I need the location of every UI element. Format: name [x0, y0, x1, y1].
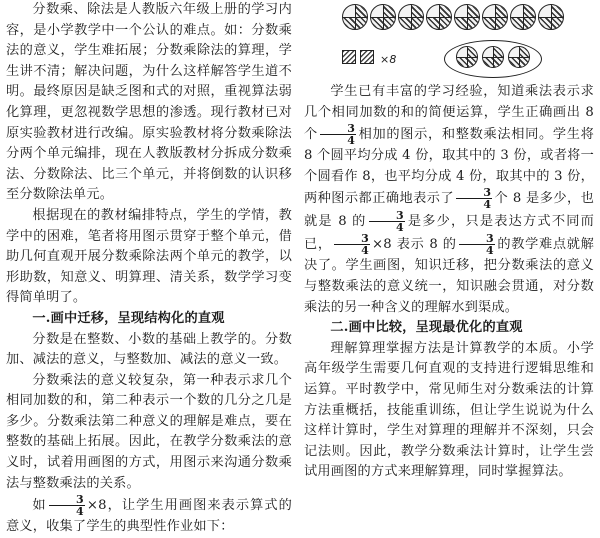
- circle-diagram: [398, 4, 424, 30]
- left-para-1: 分数乘、除法是人教版六年级上册的学习内容，是小学教学中一个公认的难点。如：分数乘法的意义，学生难拓展；分数乘除法的算理，学生讲不清；解决问题，为什么这样解答学生道不明。最终原因是缺乏图和式的对照，重视算法弱化算理，更忽视数学思想的渗透。现行教材已对原实验教材进行改编。原实验教材将分数乘除法分两个单元编排，现在人教版教材分拆成分数乘法、分数除法、比三个单元，并将倒数的认识移至分数除法单元。: [6, 2, 292, 203]
- left-para-3: 分数是在整数、小数的基础上教学的。分数加、减法的意义，与整数加、减法的意义一致。: [6, 331, 292, 368]
- circle-diagram: [508, 46, 530, 68]
- fraction-numerator: 3: [320, 123, 356, 135]
- right-para-1: [304, 82, 594, 318]
- right-para-2: 理解算理掌握方法是计算教学的本质。小学高年级学生需要几何直观的支持进行逻辑思维和运算。平时教学中，常见师生对分数乘法的计算方法重概括，技能重训练，但让学生说说为什么这样计算时，学生对算理的理解并不深刻，只会记法则。因此，教学分数乘法计算时，让学生尝试用画图的方式来理解算理，同时掌握算法。: [304, 340, 594, 480]
- fraction-numerator: 3: [456, 187, 492, 199]
- student-work-figure: [304, 0, 594, 82]
- left-para-2: 根据现在的教材编排特点，学生的学情，教学中的困难，笔者将用图示贯穿于整个单元，借助几何直观开展分数乘除法两个单元的教学，以形助数，知意义、明算理、清关系，数学学习变得简单明了。: [6, 207, 292, 306]
- para1-e: ×8 表示 8 的: [372, 237, 457, 253]
- para1-c: 个 8 是多少，也就是 8 的: [304, 191, 594, 230]
- figure-label: ×8: [380, 53, 397, 66]
- fraction-three-quarters: [456, 187, 492, 210]
- fraction-numerator: 3: [49, 494, 85, 506]
- fraction-denominator: 4: [483, 198, 492, 212]
- para1-d: 是多少，只是表达方式不同而已，: [304, 214, 594, 253]
- fraction-numerator: 3: [334, 233, 370, 245]
- circle-diagram: [342, 4, 368, 30]
- fraction-numerator: 3: [459, 233, 495, 245]
- para1-b: 相加的图示，和整数乘法相同。学生将 8 个圆平均分成 4 份，取其中的 3 份，或者将一个圆看作 8，也平均分成 4 份，取其中的 3 份，两种图示都正确地表示了: [304, 127, 594, 207]
- para5-post: ×8，让学生用画图来表示算式的意义，收集了学生的典型性作业如下：: [6, 498, 292, 535]
- circle-diagram: [510, 4, 536, 30]
- fraction-three-quarters: [320, 123, 356, 146]
- left-para-4: 分数乘法的意义较复杂，第一种表示求几个相同加数的和，第二种表示一个数的几分之几是多少。分数乘法第二种意义的理解是难点，要在整数的基础上拓展。因此，在教学分数乘法的意义时，试着用画图的方式，用图示来沟通分数乘法与整数乘法的关系。: [6, 372, 292, 491]
- section-heading-2: 二.画中比较，呈现最优化的直观: [330, 320, 523, 336]
- circle-diagram: [370, 4, 396, 30]
- section-heading-1: 一.画中迁移，呈现结构化的直观: [32, 310, 225, 326]
- right-column: [304, 0, 594, 483]
- circle-diagram: [482, 46, 504, 68]
- circle-diagram: [456, 46, 478, 68]
- left-column: [6, 0, 292, 538]
- fraction-denominator: 4: [76, 505, 84, 519]
- fraction-three-quarters: [459, 233, 495, 256]
- circle-diagram: [482, 4, 508, 30]
- square-diagram: [360, 50, 374, 64]
- fraction-three-quarters: [334, 233, 370, 256]
- fraction-three-quarters: [49, 494, 85, 517]
- fraction-denominator: 4: [395, 221, 404, 235]
- para1-a: 学生已有丰富的学习经验，知道乘法表示求几个相同加数的和的简便运算，学生正确画出 8 个: [304, 84, 594, 143]
- left-para-5: [6, 494, 292, 538]
- fraction-three-quarters: [369, 210, 405, 233]
- circle-diagram: [426, 4, 452, 30]
- fraction-denominator: 4: [361, 244, 369, 258]
- circle-diagram: [538, 4, 564, 30]
- para5-pre: 如: [32, 498, 47, 514]
- fraction-denominator: 4: [486, 244, 494, 258]
- para1-f: 的教学难点就解决了。学生画图，知识迁移，把分数乘法的意义与整数乘法的意义统一，知识融会贯通，对分数乘法的另一种含义的理解水到渠成。: [304, 237, 594, 315]
- fraction-denominator: 4: [347, 134, 356, 148]
- square-diagram: [342, 50, 356, 64]
- circle-diagram: [454, 4, 480, 30]
- fraction-numerator: 3: [369, 210, 405, 222]
